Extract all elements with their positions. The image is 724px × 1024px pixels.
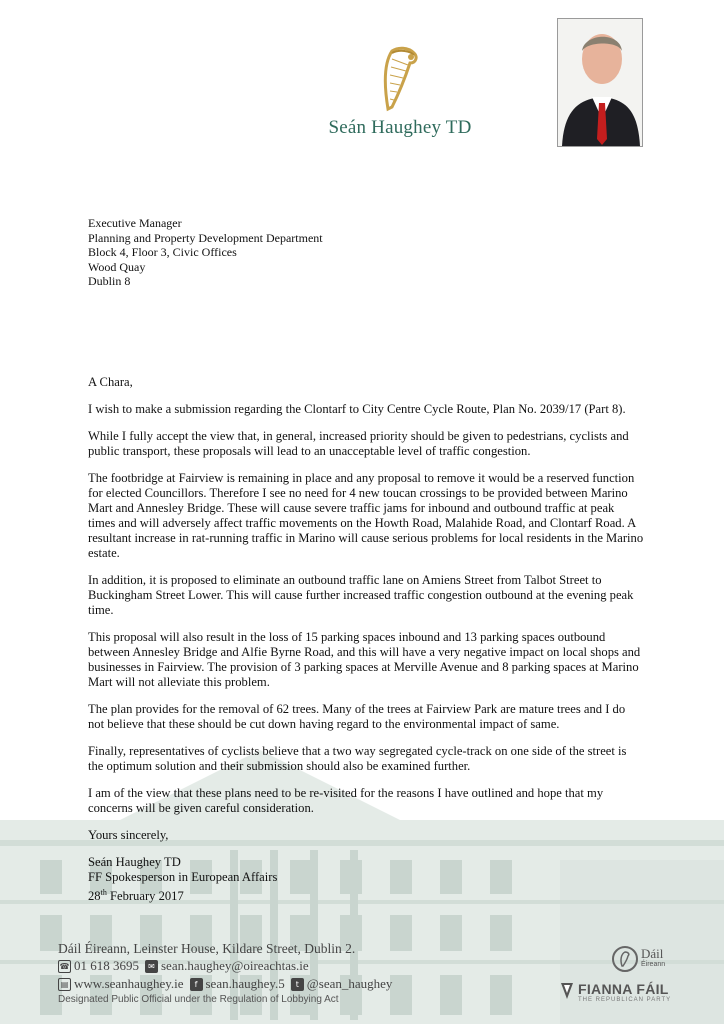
signature-title: FF Spokesperson in European Affairs bbox=[88, 870, 278, 884]
letterhead-name: Seán Haughey TD bbox=[328, 117, 472, 138]
dail-logo bbox=[612, 943, 672, 975]
twitter-icon: t bbox=[291, 978, 304, 991]
footer-address: Dáil Éireann, Leinster House, Kildare Street, Dublin 2. bbox=[58, 941, 356, 956]
address-line: Dublin 8 bbox=[88, 274, 131, 288]
facebook-icon: f bbox=[190, 978, 203, 991]
body-paragraph: While I fully accept the view that, in general, increased priority should be given to pedestrians, cyclists and public transport, these proposals will lead to an unacceptable level of traffic congestion. bbox=[88, 429, 629, 458]
footer-contact bbox=[58, 940, 392, 1005]
address-line: Planning and Property Development Department bbox=[88, 230, 323, 245]
party-tagline: THE REPUBLICAN PARTY bbox=[578, 997, 672, 1003]
signature-name: Seán Haughey TD bbox=[88, 855, 181, 869]
email-icon: ✉ bbox=[145, 960, 158, 973]
body-paragraph: In addition, it is proposed to eliminate an outbound traffic lane on Amiens Street from Talbot Street to Buckingham Street Lower. This will cause further increased traffic congestion outbound at the evening peak time. bbox=[88, 573, 634, 617]
phone-icon: ☎ bbox=[59, 961, 70, 971]
address-line: Block 4, Floor 3, Civic Offices bbox=[88, 245, 237, 259]
body-paragraph: I am of the view that these plans need to be re-visited for the reasons I have outlined and hope that my concerns will be given careful consideration. bbox=[88, 786, 604, 815]
fianna-fail-logo-icon bbox=[560, 982, 574, 1000]
signature-block bbox=[88, 855, 644, 904]
harp-icon bbox=[378, 45, 422, 115]
date-month-year: February 2017 bbox=[106, 889, 184, 904]
footer-website[interactable]: www.seanhaughey.ie bbox=[74, 976, 184, 991]
address-line: Executive Manager bbox=[88, 216, 182, 230]
letter-body bbox=[88, 375, 644, 904]
dail-logo-icon bbox=[612, 946, 638, 972]
footer-twitter[interactable]: @sean_haughey bbox=[306, 976, 393, 991]
footer-facebook[interactable]: sean.haughey.5 bbox=[205, 976, 285, 991]
letterhead bbox=[300, 45, 500, 140]
recipient-address bbox=[88, 216, 323, 289]
body-paragraph: Finally, representatives of cyclists believe that a two way segregated cycle-track on one side of the street is the optimum solution and their submission should also be examined further. bbox=[88, 744, 627, 773]
footer-phone[interactable]: 01 618 3695 bbox=[74, 958, 139, 973]
footer-row-web bbox=[58, 975, 392, 993]
body-paragraph: I wish to make a submission regarding the Clontarf to City Centre Cycle Route, Plan No. 2039/17 (Part 8). bbox=[88, 402, 626, 416]
footer-email[interactable]: sean.haughey@oireachtas.ie bbox=[161, 958, 309, 973]
web-icon: ▤ bbox=[58, 978, 71, 991]
date-day: 28 bbox=[88, 889, 101, 904]
portrait-photo bbox=[557, 18, 643, 147]
closing: Yours sincerely, bbox=[88, 828, 169, 842]
body-paragraph: The plan provides for the removal of 62 trees. Many of the trees at Fairview Park are mature trees and I do not believe that these should be cut down having regard to the environmental impact of same. bbox=[88, 702, 626, 731]
footer-row-contact bbox=[58, 957, 392, 975]
address-line: Wood Quay bbox=[88, 259, 146, 274]
dail-logo-subtext: Éireann bbox=[641, 961, 666, 968]
party-name: FIANNA FÁIL bbox=[578, 981, 669, 997]
portrait-illustration bbox=[558, 19, 642, 146]
fianna-fail-logo bbox=[560, 982, 675, 1004]
body-paragraph: The footbridge at Fairview is remaining in place and any proposal to remove it would be a reserved function for elected Councillors. Therefore I see no need for 4 new toucan crossings to be provided between Marino Mart and Annesley Bridge. These will cause severe traffic jams for inbound and outbound traffic at peak times and will adversely affect traffic movements on the Howth Road, Malahide Road, and Clontarf Road. A resultant increase in rat-running traffic in Marino will cause serious problems for local residents in the Marino estate. bbox=[88, 471, 644, 560]
body-paragraph: This proposal will also result in the loss of 15 parking spaces inbound and 13 parking spaces outbound between Annesley Bridge and Alfie Byrne Road, and this will have a very negative impact on local shops and businesses in Fairview. The provision of 3 parking spaces at Merville Avenue and 8 parking spaces at Marino Mart will not alleviate this problem. bbox=[88, 630, 641, 689]
letter-date bbox=[88, 885, 644, 904]
lobbying-note: Designated Public Official under the Regulation of Lobbying Act bbox=[58, 994, 339, 1005]
date-suffix: th bbox=[100, 888, 107, 897]
dail-logo-text: Dáil bbox=[641, 946, 664, 961]
salutation: A Chara, bbox=[88, 375, 133, 389]
